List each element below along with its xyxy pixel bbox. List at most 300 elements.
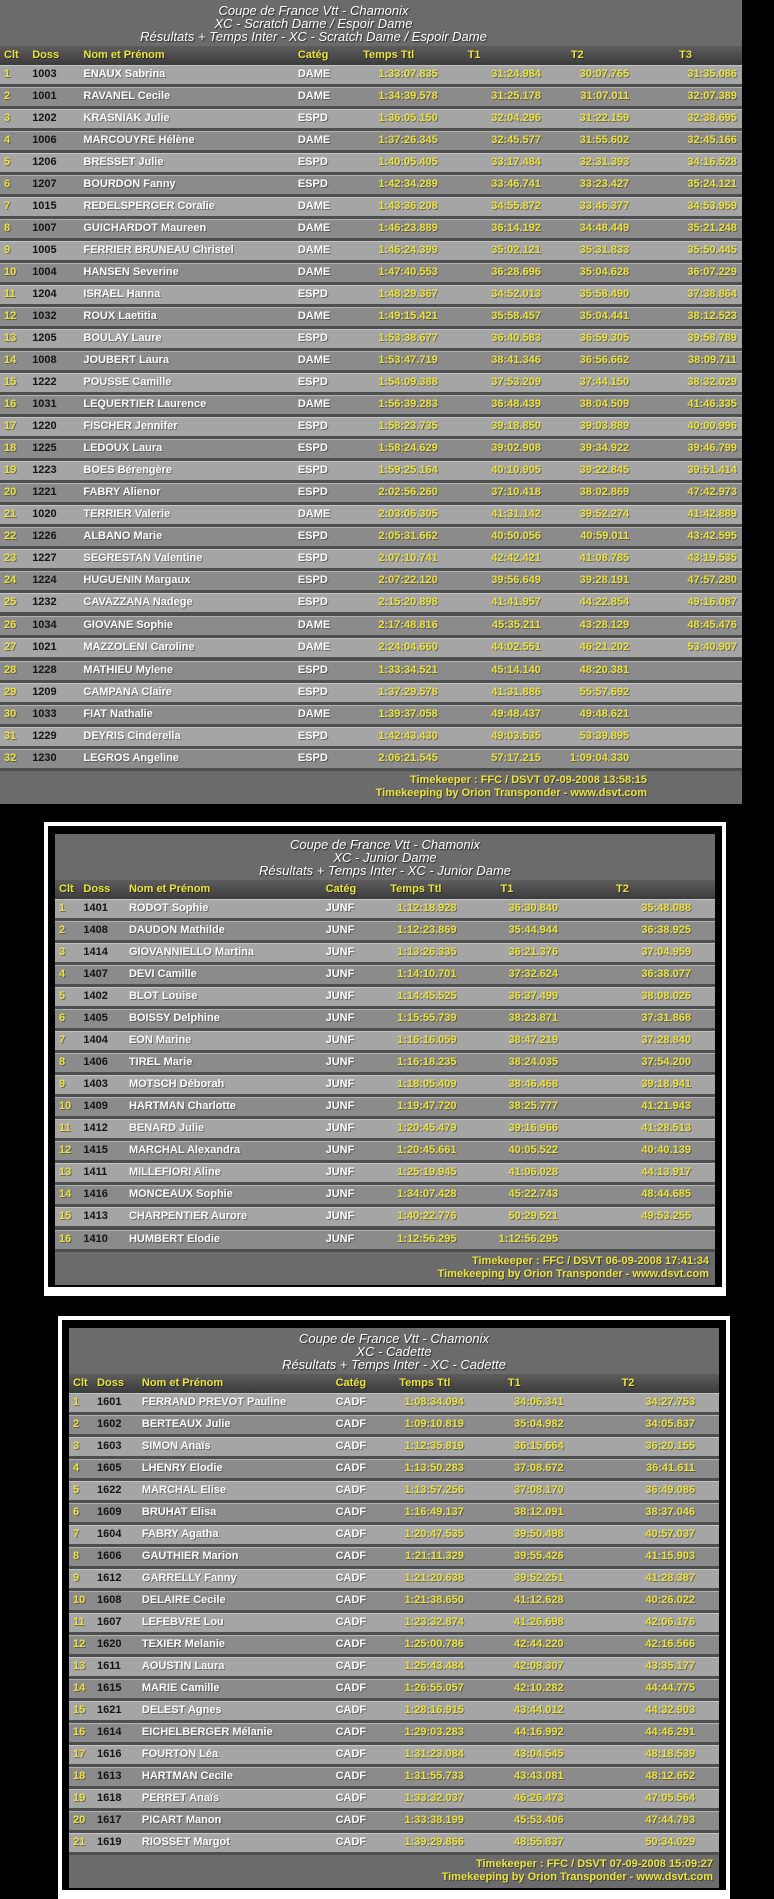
cell-t3: 40:00.996 bbox=[687, 420, 737, 432]
cell-name: TEXIER Melanie bbox=[141, 1638, 226, 1650]
cell-clt: 2 bbox=[4, 90, 11, 102]
cell-doss: 1405 bbox=[83, 1012, 108, 1024]
cell-doss: 1622 bbox=[97, 1484, 122, 1496]
cell-t1: 57:17.215 bbox=[491, 752, 541, 764]
cell-t1: 37:08.170 bbox=[514, 1484, 564, 1496]
cell-name: MATHIEU Mylene bbox=[83, 664, 174, 676]
result-row bbox=[69, 1767, 719, 1786]
cell-doss: 1221 bbox=[32, 486, 57, 498]
result-row bbox=[0, 638, 742, 657]
cell-t1: 35:44.944 bbox=[508, 924, 558, 936]
cell-doss: 1416 bbox=[83, 1188, 108, 1200]
cell-clt: 2 bbox=[73, 1418, 80, 1430]
cell-total: 1:46:23.889 bbox=[378, 222, 438, 234]
result-row bbox=[0, 307, 742, 326]
column-header-temps-ttl: Temps Ttl bbox=[390, 883, 442, 895]
cell-clt: 13 bbox=[4, 332, 17, 344]
result-row bbox=[0, 483, 742, 502]
cell-t3: 32:07.389 bbox=[687, 90, 737, 102]
cell-cat: CADF bbox=[335, 1638, 367, 1650]
table-footer bbox=[0, 771, 742, 804]
result-row bbox=[0, 417, 742, 436]
cell-name: MARCHAL Alexandra bbox=[128, 1144, 241, 1156]
cell-cat: JUNF bbox=[325, 1144, 355, 1156]
result-row bbox=[0, 616, 742, 635]
result-row bbox=[0, 329, 742, 348]
cell-total: 1:48:29.367 bbox=[378, 288, 438, 300]
cell-t3: 38:12.523 bbox=[687, 310, 737, 322]
cell-total: 1:40:05.405 bbox=[378, 156, 438, 168]
cell-cat: DAME bbox=[297, 68, 331, 80]
table-title-block bbox=[69, 1328, 719, 1374]
cell-cat: CADF bbox=[335, 1616, 367, 1628]
cell-doss: 1202 bbox=[32, 112, 57, 124]
cell-cat: JUNF bbox=[325, 1210, 355, 1222]
result-row bbox=[0, 131, 742, 150]
cell-total: 1:19:47.720 bbox=[397, 1100, 457, 1112]
cell-t2: 36:38.077 bbox=[641, 968, 691, 980]
cell-doss: 1415 bbox=[83, 1144, 108, 1156]
cell-t2: 40:26.022 bbox=[645, 1594, 695, 1606]
cell-t1: 38:24.035 bbox=[508, 1056, 558, 1068]
cell-doss: 1618 bbox=[97, 1792, 122, 1804]
cell-doss: 1411 bbox=[83, 1166, 108, 1178]
cell-doss: 1222 bbox=[32, 376, 57, 388]
cell-clt: 7 bbox=[59, 1034, 66, 1046]
cell-total: 1:15:55.739 bbox=[397, 1012, 457, 1024]
cell-t1: 40:50.056 bbox=[491, 530, 541, 542]
cell-name: BENARD Julie bbox=[128, 1122, 205, 1134]
cell-cat: DAME bbox=[297, 266, 331, 278]
cell-name: GARRELLY Fanny bbox=[141, 1572, 237, 1584]
cell-t2: 40:59.011 bbox=[580, 530, 630, 542]
cell-doss: 1230 bbox=[32, 752, 57, 764]
cell-name: MARCOUYRE Hélène bbox=[83, 134, 195, 146]
cell-t2: 36:38.925 bbox=[641, 924, 691, 936]
cell-clt: 14 bbox=[4, 354, 17, 366]
cell-t3: 48:45.476 bbox=[687, 619, 737, 631]
cell-total: 1:42:34.289 bbox=[378, 178, 438, 190]
cell-t1: 48:55.837 bbox=[514, 1836, 564, 1848]
cell-doss: 1021 bbox=[32, 641, 57, 653]
cell-total: 2:15:20.898 bbox=[378, 596, 438, 608]
cell-t1: 41:06.028 bbox=[508, 1166, 558, 1178]
cell-t2: 48:18.539 bbox=[645, 1748, 695, 1760]
cell-clt: 9 bbox=[73, 1572, 80, 1584]
cell-name: FISCHER Jennifer bbox=[83, 420, 178, 432]
cell-doss: 1413 bbox=[83, 1210, 108, 1222]
cell-total: 1:53:47.719 bbox=[378, 354, 438, 366]
cell-t1: 42:08.307 bbox=[514, 1660, 564, 1672]
cell-cat: ESPD bbox=[297, 442, 328, 454]
cell-t3: 41:42.889 bbox=[687, 508, 737, 520]
cell-t2: 35:04.441 bbox=[579, 310, 630, 322]
cell-doss: 1612 bbox=[97, 1572, 122, 1584]
cell-clt: 23 bbox=[4, 552, 17, 564]
column-header-clt: Clt bbox=[73, 1377, 88, 1389]
cell-name: GAUTHIER Marion bbox=[141, 1550, 239, 1562]
result-row bbox=[0, 219, 742, 238]
cell-doss: 1607 bbox=[97, 1616, 122, 1628]
cell-doss: 1205 bbox=[32, 332, 57, 344]
cell-t2: 35:31.833 bbox=[579, 244, 630, 256]
cell-doss: 1611 bbox=[97, 1660, 121, 1672]
cell-doss: 1227 bbox=[32, 552, 57, 564]
cell-t2: 41:28.513 bbox=[641, 1122, 691, 1134]
cell-clt: 24 bbox=[4, 574, 17, 586]
cell-doss: 1606 bbox=[97, 1550, 122, 1562]
race-title: XC - Junior Dame bbox=[333, 850, 437, 865]
cell-clt: 6 bbox=[4, 178, 11, 190]
cell-doss: 1006 bbox=[32, 134, 57, 146]
cell-doss: 1617 bbox=[97, 1814, 122, 1826]
cell-doss: 1020 bbox=[32, 508, 57, 520]
cell-clt: 30 bbox=[4, 708, 17, 720]
cell-cat: CADF bbox=[335, 1506, 367, 1518]
cell-t2: 31:07.011 bbox=[580, 90, 630, 102]
cell-clt: 10 bbox=[59, 1100, 72, 1112]
cell-t2: 41:15.903 bbox=[645, 1550, 695, 1562]
cell-t1: 36:30.840 bbox=[508, 902, 558, 914]
column-header-t2: T2 bbox=[616, 883, 629, 895]
cell-clt: 13 bbox=[73, 1660, 86, 1672]
cell-t2: 44:22.854 bbox=[579, 596, 630, 608]
cell-name: EICHELBERGER Mélanie bbox=[141, 1726, 273, 1738]
cell-cat: JUNF bbox=[325, 968, 355, 980]
cell-name: BOISSY Delphine bbox=[128, 1012, 220, 1024]
cell-t2: 34:27.753 bbox=[645, 1396, 695, 1408]
cell-t1: 33:46.741 bbox=[491, 178, 541, 190]
cell-clt: 16 bbox=[73, 1726, 86, 1738]
cell-cat: ESPD bbox=[297, 156, 328, 168]
cell-t2: 42:16.566 bbox=[645, 1638, 695, 1650]
column-header-nom-et-pr-nom: Nom et Prénom bbox=[128, 883, 211, 895]
cell-clt: 5 bbox=[59, 990, 66, 1002]
cell-name: LEFEBVRE Lou bbox=[141, 1616, 224, 1628]
cell-total: 1:36:05.150 bbox=[378, 112, 438, 124]
cell-t3: 34:16.528 bbox=[687, 156, 737, 168]
cell-doss: 1034 bbox=[32, 619, 57, 631]
cell-doss: 1601 bbox=[97, 1396, 122, 1408]
cell-t2: 46:21.202 bbox=[579, 641, 630, 653]
cell-total: 1:21:20.638 bbox=[404, 1572, 464, 1584]
column-header-t1: T1 bbox=[507, 1377, 521, 1389]
result-row bbox=[55, 1031, 715, 1050]
cell-name: MAZZOLENI Caroline bbox=[83, 641, 195, 653]
cadette-window-frame bbox=[58, 1316, 730, 1899]
result-row bbox=[0, 87, 742, 106]
result-row bbox=[0, 593, 742, 612]
cell-t3: 47:42.973 bbox=[687, 486, 737, 498]
result-row bbox=[0, 241, 742, 260]
cell-total: 2:24:04.660 bbox=[378, 641, 438, 653]
timekeeping-line: Timekeeping by Orion Transponder - www.dsvt.com bbox=[437, 1268, 709, 1280]
cell-t2: 35:48.088 bbox=[641, 902, 691, 914]
cell-cat: JUNF bbox=[325, 1078, 355, 1090]
result-row bbox=[55, 1141, 715, 1160]
cell-name: LEGROS Angeline bbox=[83, 752, 179, 764]
results-table-cadette bbox=[69, 1328, 719, 1888]
cell-name: CAMPANA Claire bbox=[83, 686, 172, 698]
cell-clt: 27 bbox=[4, 641, 17, 653]
cell-t2: 31:22.159 bbox=[579, 112, 630, 124]
cell-clt: 20 bbox=[4, 486, 17, 498]
cell-cat: ESPD bbox=[297, 288, 328, 300]
cell-total: 1:59:25.164 bbox=[378, 464, 438, 476]
cell-total: 1:34:39.578 bbox=[378, 90, 438, 102]
cell-total: 2:07:10.741 bbox=[378, 552, 438, 564]
cell-t2: 44:44.775 bbox=[645, 1682, 695, 1694]
cell-cat: JUNF bbox=[325, 946, 355, 958]
cell-name: MILLEFIORI Aline bbox=[128, 1166, 221, 1178]
cell-clt: 21 bbox=[73, 1836, 86, 1848]
cell-cat: JUNF bbox=[325, 924, 355, 936]
cell-doss: 1603 bbox=[97, 1440, 122, 1452]
cell-t2: 36:59.305 bbox=[579, 332, 630, 344]
cell-doss: 1031 bbox=[32, 398, 57, 410]
timekeeping-line: Timekeeping by Orion Transponder - www.dsvt.com bbox=[375, 787, 647, 799]
cell-clt: 9 bbox=[4, 244, 11, 256]
cell-total: 1:31:23.084 bbox=[404, 1748, 464, 1760]
result-row bbox=[0, 683, 742, 702]
result-row bbox=[69, 1525, 719, 1544]
cell-cat: CADF bbox=[335, 1484, 367, 1496]
cell-t1: 38:23.871 bbox=[508, 1012, 558, 1024]
cell-t2: 33:23.427 bbox=[579, 178, 630, 190]
column-header-nom-et-pr-nom: Nom et Prénom bbox=[141, 1377, 224, 1389]
event-title: Coupe de France Vtt - Chamonix bbox=[218, 3, 409, 18]
cell-t2: 49:53.255 bbox=[641, 1210, 691, 1222]
cell-clt: 22 bbox=[4, 530, 17, 542]
cell-t2: 49:48.621 bbox=[579, 708, 630, 720]
cell-cat: JUNF bbox=[325, 1056, 355, 1068]
cell-t1: 40:05.522 bbox=[508, 1144, 558, 1156]
cell-t1: 39:50.498 bbox=[514, 1528, 564, 1540]
table-footer bbox=[69, 1855, 719, 1888]
cell-name: KRASNIAK Julie bbox=[83, 112, 170, 124]
cell-t3: 49:16.087 bbox=[687, 596, 737, 608]
result-row bbox=[55, 1009, 715, 1028]
result-row bbox=[0, 461, 742, 480]
cell-t1: 31:24.984 bbox=[491, 68, 541, 80]
cell-t3: 32:38.695 bbox=[687, 112, 737, 124]
cell-t1: 41:26.698 bbox=[514, 1616, 564, 1628]
result-row bbox=[69, 1635, 719, 1654]
cell-t1: 38:12.091 bbox=[514, 1506, 564, 1518]
cell-name: RODOT Sophie bbox=[128, 902, 209, 914]
cell-name: DELAIRE Cecile bbox=[141, 1594, 226, 1606]
cell-doss: 1008 bbox=[32, 354, 57, 366]
cell-clt: 17 bbox=[4, 420, 17, 432]
result-row bbox=[0, 549, 742, 568]
cell-name: TIREL Marie bbox=[128, 1056, 193, 1068]
cell-cat: CADF bbox=[335, 1748, 367, 1760]
result-row bbox=[69, 1459, 719, 1478]
cell-total: 1:49:15.421 bbox=[378, 310, 438, 322]
cell-clt: 16 bbox=[4, 398, 17, 410]
cell-doss: 1403 bbox=[83, 1078, 108, 1090]
cell-total: 1:46:24.399 bbox=[378, 244, 438, 256]
result-row bbox=[69, 1613, 719, 1632]
cell-clt: 13 bbox=[59, 1166, 72, 1178]
result-row bbox=[69, 1481, 719, 1500]
cell-cat: JUNF bbox=[325, 1034, 355, 1046]
result-row bbox=[69, 1393, 719, 1412]
cell-clt: 11 bbox=[4, 288, 16, 300]
result-row bbox=[69, 1745, 719, 1764]
column-header-clt: Clt bbox=[59, 883, 74, 895]
result-row bbox=[55, 1185, 715, 1204]
cell-clt: 10 bbox=[73, 1594, 86, 1606]
cell-total: 1:25:00.786 bbox=[404, 1638, 464, 1650]
cell-name: HUMBERT Elodie bbox=[128, 1233, 220, 1245]
cell-t3: 39:46.799 bbox=[687, 442, 737, 454]
cell-name: DEVI Camille bbox=[128, 968, 197, 980]
cell-total: 1:53:38.677 bbox=[378, 332, 438, 344]
race-title: XC - Scratch Dame / Espoir Dame bbox=[214, 16, 413, 31]
cell-t1: 49:48.437 bbox=[491, 708, 541, 720]
cell-t2: 36:56.662 bbox=[579, 354, 630, 366]
cell-doss: 1033 bbox=[32, 708, 57, 720]
cell-cat: ESPD bbox=[297, 574, 328, 586]
cell-name: BOURDON Fanny bbox=[83, 178, 176, 190]
cell-cat: ESPD bbox=[297, 486, 328, 498]
cell-t1: 41:31.142 bbox=[491, 508, 541, 520]
cell-cat: DAME bbox=[297, 200, 331, 212]
result-row bbox=[55, 1097, 715, 1116]
cell-clt: 14 bbox=[59, 1188, 72, 1200]
cell-total: 1:37:29.578 bbox=[378, 686, 438, 698]
cell-t2: 41:21.943 bbox=[641, 1100, 691, 1112]
cell-name: HARTMAN Charlotte bbox=[128, 1100, 236, 1112]
cell-total: 1:09:10.819 bbox=[404, 1418, 464, 1430]
cell-t1: 35:04.982 bbox=[514, 1418, 564, 1430]
cell-name: BRUHAT Elisa bbox=[141, 1506, 217, 1518]
cell-t1: 33:17.484 bbox=[491, 156, 541, 168]
cell-t1: 34:06.341 bbox=[514, 1396, 564, 1408]
cell-cat: CADF bbox=[335, 1396, 367, 1408]
cell-total: 1:40:22.776 bbox=[397, 1210, 457, 1222]
cell-doss: 1406 bbox=[83, 1056, 108, 1068]
cell-name: PERRET Anaïs bbox=[141, 1792, 220, 1804]
cell-t1: 45:22.743 bbox=[508, 1188, 558, 1200]
cell-cat: CADF bbox=[335, 1682, 367, 1694]
result-row bbox=[55, 899, 715, 918]
cell-doss: 1404 bbox=[83, 1034, 108, 1046]
cell-doss: 1407 bbox=[83, 968, 108, 980]
cell-cat: ESPD bbox=[297, 686, 328, 698]
cell-clt: 20 bbox=[73, 1814, 86, 1826]
column-header-clt: Clt bbox=[4, 49, 19, 61]
cell-t3: 38:32.029 bbox=[687, 376, 737, 388]
cell-total: 1:25:43.484 bbox=[404, 1660, 464, 1672]
cell-name: BOULAY Laure bbox=[83, 332, 162, 344]
cell-clt: 19 bbox=[4, 464, 17, 476]
cell-clt: 15 bbox=[73, 1704, 86, 1716]
cell-t2: 40:40.139 bbox=[641, 1144, 691, 1156]
cell-total: 1:13:50.283 bbox=[404, 1462, 464, 1474]
results-rows bbox=[69, 1393, 719, 1852]
cell-t1: 50:29.521 bbox=[508, 1210, 558, 1222]
cell-total: 2:17:48.816 bbox=[378, 619, 438, 631]
cell-cat: JUNF bbox=[325, 902, 355, 914]
cell-t2: 34:05.837 bbox=[645, 1418, 695, 1430]
result-row bbox=[0, 197, 742, 216]
result-row bbox=[69, 1679, 719, 1698]
cell-cat: CADF bbox=[335, 1726, 367, 1738]
cell-t2: 39:52.274 bbox=[579, 508, 630, 520]
cell-total: 1:20:47.535 bbox=[404, 1528, 464, 1540]
cell-doss: 1032 bbox=[32, 310, 57, 322]
cell-t2: 37:04.959 bbox=[641, 946, 691, 958]
cell-clt: 6 bbox=[73, 1506, 80, 1518]
cell-name: HUGUENIN Margaux bbox=[83, 574, 191, 586]
cell-cat: ESPD bbox=[297, 178, 328, 190]
cell-clt: 28 bbox=[4, 664, 17, 676]
cell-t3: 37:38.864 bbox=[687, 288, 737, 300]
cell-t1: 38:25.777 bbox=[508, 1100, 558, 1112]
cell-doss: 1401 bbox=[83, 902, 108, 914]
cell-total: 1:42:43.430 bbox=[378, 730, 438, 742]
cell-t1: 39:55.426 bbox=[514, 1550, 564, 1562]
cell-clt: 9 bbox=[59, 1078, 66, 1090]
result-row bbox=[0, 505, 742, 524]
column-header-row bbox=[69, 1374, 719, 1393]
cell-doss: 1605 bbox=[97, 1462, 122, 1474]
cell-total: 1:23:32.874 bbox=[404, 1616, 464, 1628]
cell-name: RAVANEL Cecile bbox=[83, 90, 171, 102]
cell-cat: CADF bbox=[335, 1418, 367, 1430]
cell-total: 1:25:19.945 bbox=[397, 1166, 457, 1178]
cell-t2: 37:28.840 bbox=[641, 1034, 691, 1046]
result-row bbox=[69, 1591, 719, 1610]
column-header-t1: T1 bbox=[467, 49, 481, 61]
cell-t2: 38:08.026 bbox=[641, 990, 691, 1002]
result-row bbox=[55, 1163, 715, 1182]
cell-t1: 41:12.628 bbox=[514, 1594, 564, 1606]
cell-t3: 39:58.789 bbox=[687, 332, 737, 344]
column-header-t2: T2 bbox=[570, 49, 584, 61]
cell-clt: 12 bbox=[4, 310, 17, 322]
cell-cat: ESPD bbox=[297, 664, 328, 676]
cell-cat: DAME bbox=[297, 641, 331, 653]
cell-doss: 1619 bbox=[97, 1836, 122, 1848]
cell-total: 1:16:49.137 bbox=[404, 1506, 464, 1518]
cell-clt: 25 bbox=[4, 596, 17, 608]
cell-cat: JUNF bbox=[325, 1100, 355, 1112]
cell-cat: ESPD bbox=[297, 730, 328, 742]
race-title: XC - Cadette bbox=[356, 1344, 432, 1359]
column-header-doss: Doss bbox=[83, 883, 111, 895]
result-row bbox=[69, 1833, 719, 1852]
cell-t2: 37:54.200 bbox=[641, 1056, 691, 1068]
cell-doss: 1614 bbox=[97, 1726, 122, 1738]
cell-t1: 46:26.473 bbox=[514, 1792, 564, 1804]
result-row bbox=[69, 1415, 719, 1434]
cell-total: 1:33:07.835 bbox=[378, 68, 438, 80]
cell-t2: 30:07.765 bbox=[579, 68, 630, 80]
cell-name: LHENRY Elodie bbox=[141, 1462, 223, 1474]
result-row bbox=[0, 153, 742, 172]
cell-name: ISRAEL Hanna bbox=[83, 288, 161, 300]
cell-clt: 15 bbox=[59, 1210, 72, 1222]
cell-total: 1:28:16.915 bbox=[404, 1704, 464, 1716]
cell-t1: 36:48.439 bbox=[491, 398, 541, 410]
table-footer bbox=[55, 1252, 715, 1285]
report-title: Résultats + Temps Inter - XC - Scratch Dame / Espoir Dame bbox=[140, 29, 487, 44]
cell-t2: 39:34.922 bbox=[579, 442, 630, 454]
column-header-cat-g: Catég bbox=[325, 883, 357, 895]
